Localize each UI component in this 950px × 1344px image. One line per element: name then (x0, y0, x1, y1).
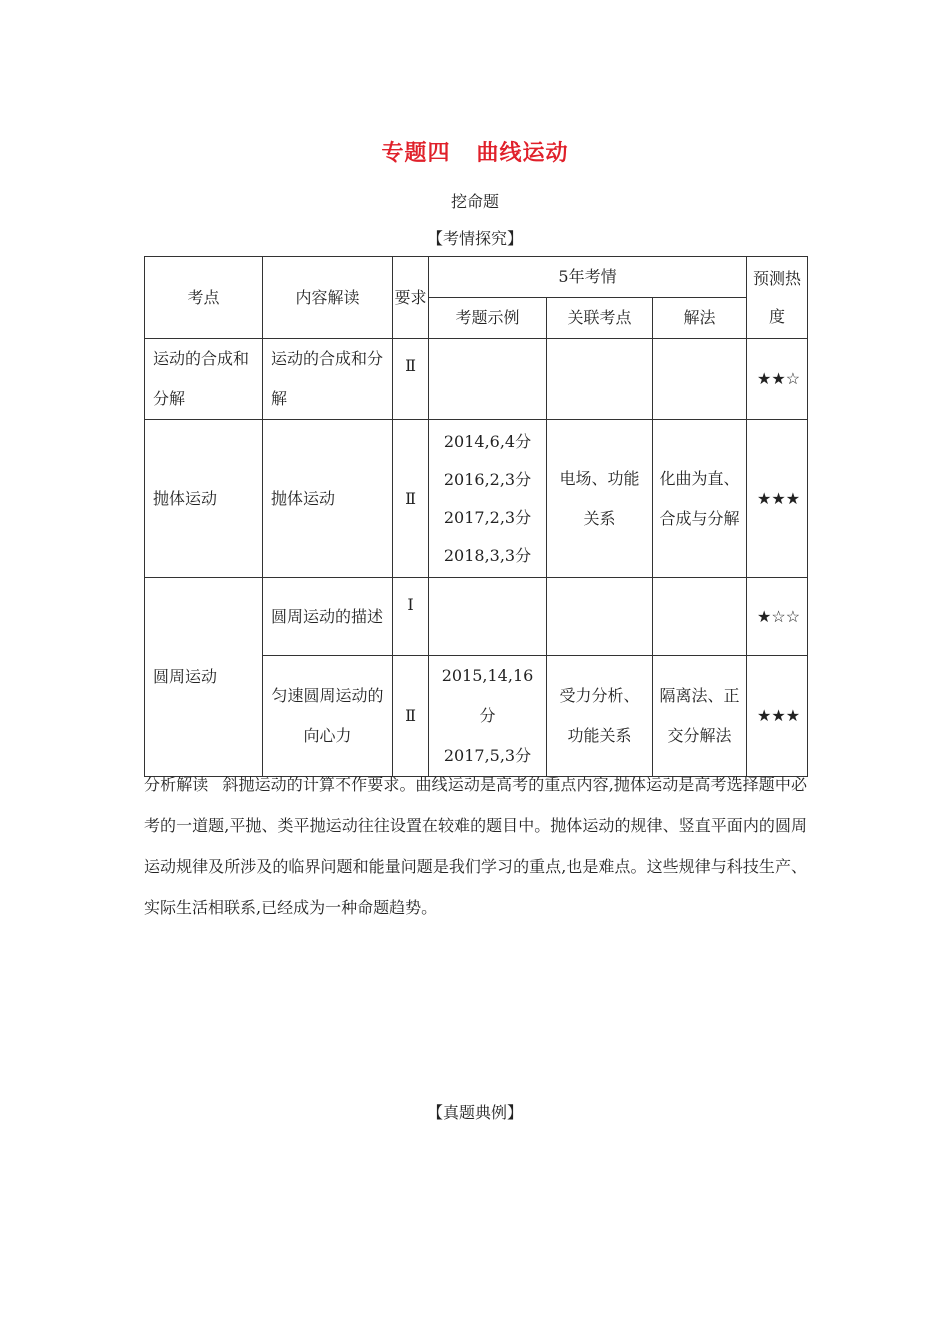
cell-yuce: ★★☆ (747, 339, 808, 420)
cell-yaoqiu: Ⅱ (393, 656, 429, 777)
header-guanlian: 关联考点 (547, 298, 653, 339)
header-yuce: 预测热度 (747, 257, 808, 339)
page-title (0, 136, 950, 167)
cell-shili (429, 656, 547, 777)
header-5year: 5年考情 (429, 257, 747, 298)
exam-analysis-table (144, 256, 808, 777)
exam-example: 2016,2,3分 (443, 469, 532, 489)
subtitle: 挖命题 (450, 192, 499, 211)
title-topic-number: 专题四 (381, 141, 451, 166)
section-heading-real-exam: 【真题典例】 (426, 1103, 523, 1122)
table-row (145, 339, 808, 420)
cell-jiefa: 隔离法、正交分解法 (653, 656, 747, 777)
cell-guanlian: 受力分析、功能关系 (547, 656, 653, 777)
exam-example: 2015,14,16分 (441, 666, 534, 725)
exam-example: 2014,6,4分 (443, 431, 532, 451)
cell-jiefa: 化曲为直、合成与分解 (653, 420, 747, 578)
header-shili: 考题示例 (429, 298, 547, 339)
cell-guanlian: 电场、功能关系 (547, 420, 653, 578)
cell-neirong: 抛体运动 (263, 420, 393, 578)
cell-shili (429, 578, 547, 656)
cell-kaodian: 运动的合成和分解 (145, 339, 263, 420)
cell-yaoqiu: Ⅱ (393, 420, 429, 578)
cell-neirong: 运动的合成和分解 (263, 339, 393, 420)
cell-yuce: ★★★ (747, 420, 808, 578)
header-neirong: 内容解读 (263, 257, 393, 339)
analysis-text: 斜抛运动的计算不作要求。曲线运动是高考的重点内容,抛体运动是高考选择题中必考的一道题,平抛、类平抛运动往往设置在较难的题目中。抛体运动的规律、竖直平面内的圆周运动规律及所涉及的临界问题和能量问题是我们学习的重点,也是难点。这些规律与科技生产、实际生活相联系,已经成为一种命题趋势。 (144, 775, 807, 917)
table-row (145, 578, 808, 656)
exam-example: 2017,5,3分 (443, 746, 532, 765)
cell-kaodian: 抛体运动 (145, 420, 263, 578)
header-jiefa: 解法 (653, 298, 747, 339)
exam-example: 2018,3,3分 (443, 545, 532, 565)
cell-guanlian (547, 339, 653, 420)
section-heading-exam-analysis: 【考情探究】 (426, 229, 523, 248)
cell-yuce: ★★★ (747, 656, 808, 777)
title-topic-name: 曲线运动 (476, 141, 569, 166)
cell-shili (429, 420, 547, 578)
header-yaoqiu: 要求 (393, 257, 429, 339)
analysis-label: 分析解读 (144, 775, 209, 794)
header-kaodian: 考点 (145, 257, 263, 339)
table-row (145, 420, 808, 578)
cell-yaoqiu: Ⅱ (393, 339, 429, 420)
cell-guanlian (547, 578, 653, 656)
cell-yaoqiu: Ⅰ (393, 578, 429, 656)
cell-jiefa (653, 339, 747, 420)
analysis-paragraph (144, 764, 807, 928)
cell-kaodian: 圆周运动 (145, 578, 263, 777)
cell-neirong: 匀速圆周运动的向心力 (263, 656, 393, 777)
cell-yuce: ★☆☆ (747, 578, 808, 656)
cell-neirong: 圆周运动的描述 (263, 578, 393, 656)
exam-example: 2017,2,3分 (443, 507, 532, 527)
cell-jiefa (653, 578, 747, 656)
cell-shili (429, 339, 547, 420)
